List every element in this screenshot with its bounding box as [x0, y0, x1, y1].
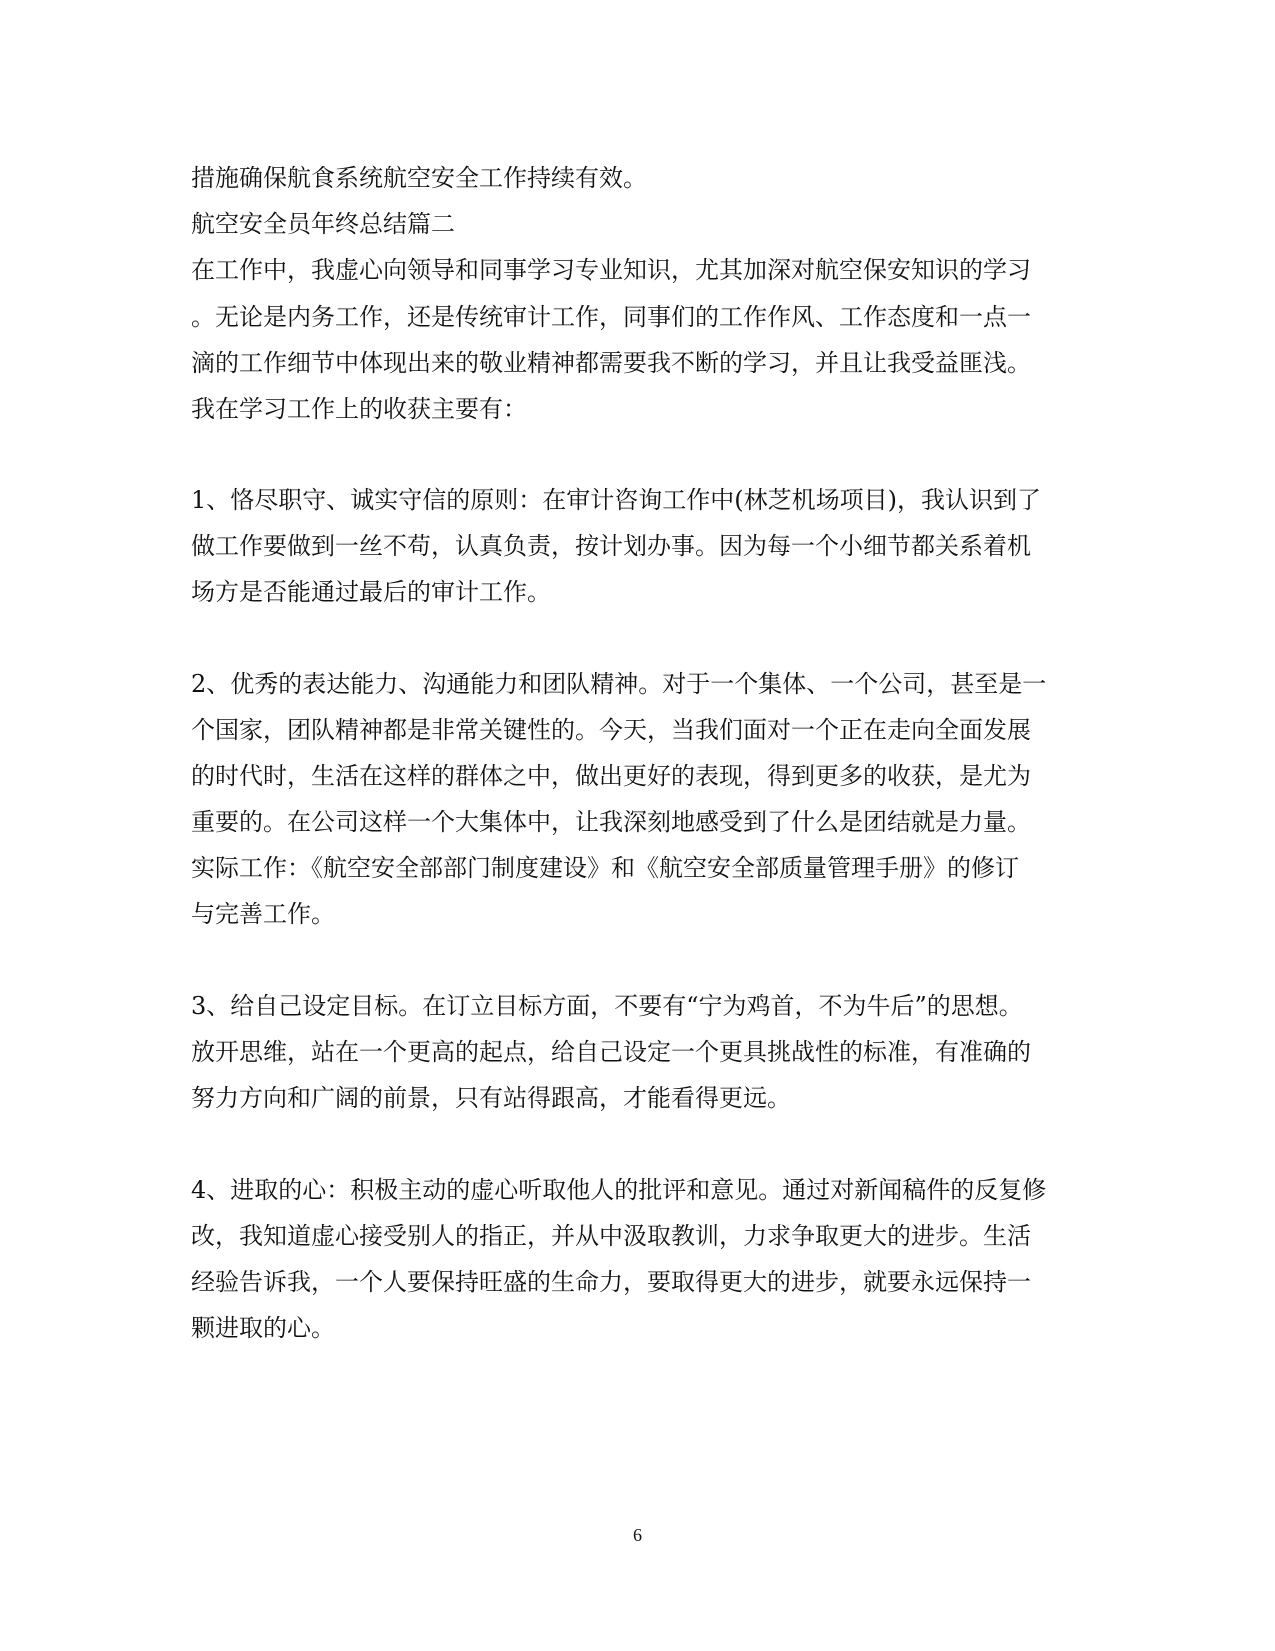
- paragraph-line: 重要的。在公司这样一个大集体中，让我深刻地感受到了什么是团结就是力量。: [191, 808, 1031, 836]
- paragraph-line: 努力方向和广阔的前景，只有站得跟高，才能看得更远。: [191, 1084, 791, 1112]
- paragraph-line: 2、优秀的表达能力、沟通能力和团队精神。对于一个集体、一个公司，甚至是一: [191, 670, 1047, 698]
- paragraph-line: 放开思维，站在一个更高的起点，给自己设定一个更具挑战性的标准，有准确的: [191, 1038, 1031, 1066]
- paragraph-line: 经验告诉我，一个人要保持旺盛的生命力，要取得更大的进步，就要永远保持一: [191, 1268, 1031, 1296]
- paragraph-line: 场方是否能通过最后的审计工作。: [191, 578, 551, 606]
- paragraph-line: 的时代时，生活在这样的群体之中，做出更好的表现，得到更多的收获，是尤为: [191, 762, 1031, 790]
- paragraph-line: 在工作中，我虚心向领导和同事学习专业知识，尤其加深对航空保安知识的学习: [191, 256, 1031, 284]
- paragraph-line: 与完善工作。: [191, 900, 335, 928]
- paragraph-line: 个国家，团队精神都是非常关键性的。今天，当我们面对一个正在走向全面发展: [191, 716, 1031, 744]
- paragraph-line: 做工作要做到一丝不苟，认真负责，按计划办事。因为每一个小细节都关系着机: [191, 532, 1031, 560]
- paragraph-line: 颗进取的心。: [191, 1314, 335, 1342]
- paragraph-line: 改，我知道虚心接受别人的指正，并从中汲取教训，力求争取更大的进步。生活: [191, 1222, 1031, 1250]
- continuation-text: 措施确保航食系统航空安全工作持续有效。: [191, 164, 647, 192]
- paragraph-line: 实际工作：《航空安全部部门制度建设》和《航空安全部质量管理手册》的修订: [191, 854, 1019, 882]
- paragraph-line: 4、进取的心：积极主动的虚心听取他人的批评和意见。通过对新闻稿件的反复修: [191, 1176, 1047, 1204]
- section-title: 航空安全员年终总结篇二: [191, 210, 455, 238]
- paragraph-line: 滴的工作细节中体现出来的敬业精神都需要我不断的学习，并且让我受益匪浅。: [191, 349, 1031, 377]
- paragraph-line: 。无论是内务工作，还是传统审计工作，同事们的工作作风、工作态度和一点一: [191, 303, 1031, 331]
- paragraph-line: 3、给自己设定目标。在订立目标方面，不要有“宁为鸡首，不为牛后”的思想。: [191, 992, 1023, 1020]
- paragraph-line: 1、恪尽职守、诚实守信的原则：在审计咨询工作中(林芝机场项目)，我认识到了: [191, 486, 1041, 514]
- page-number: 6: [633, 1525, 642, 1545]
- paragraph-line: 我在学习工作上的收获主要有：: [191, 395, 527, 423]
